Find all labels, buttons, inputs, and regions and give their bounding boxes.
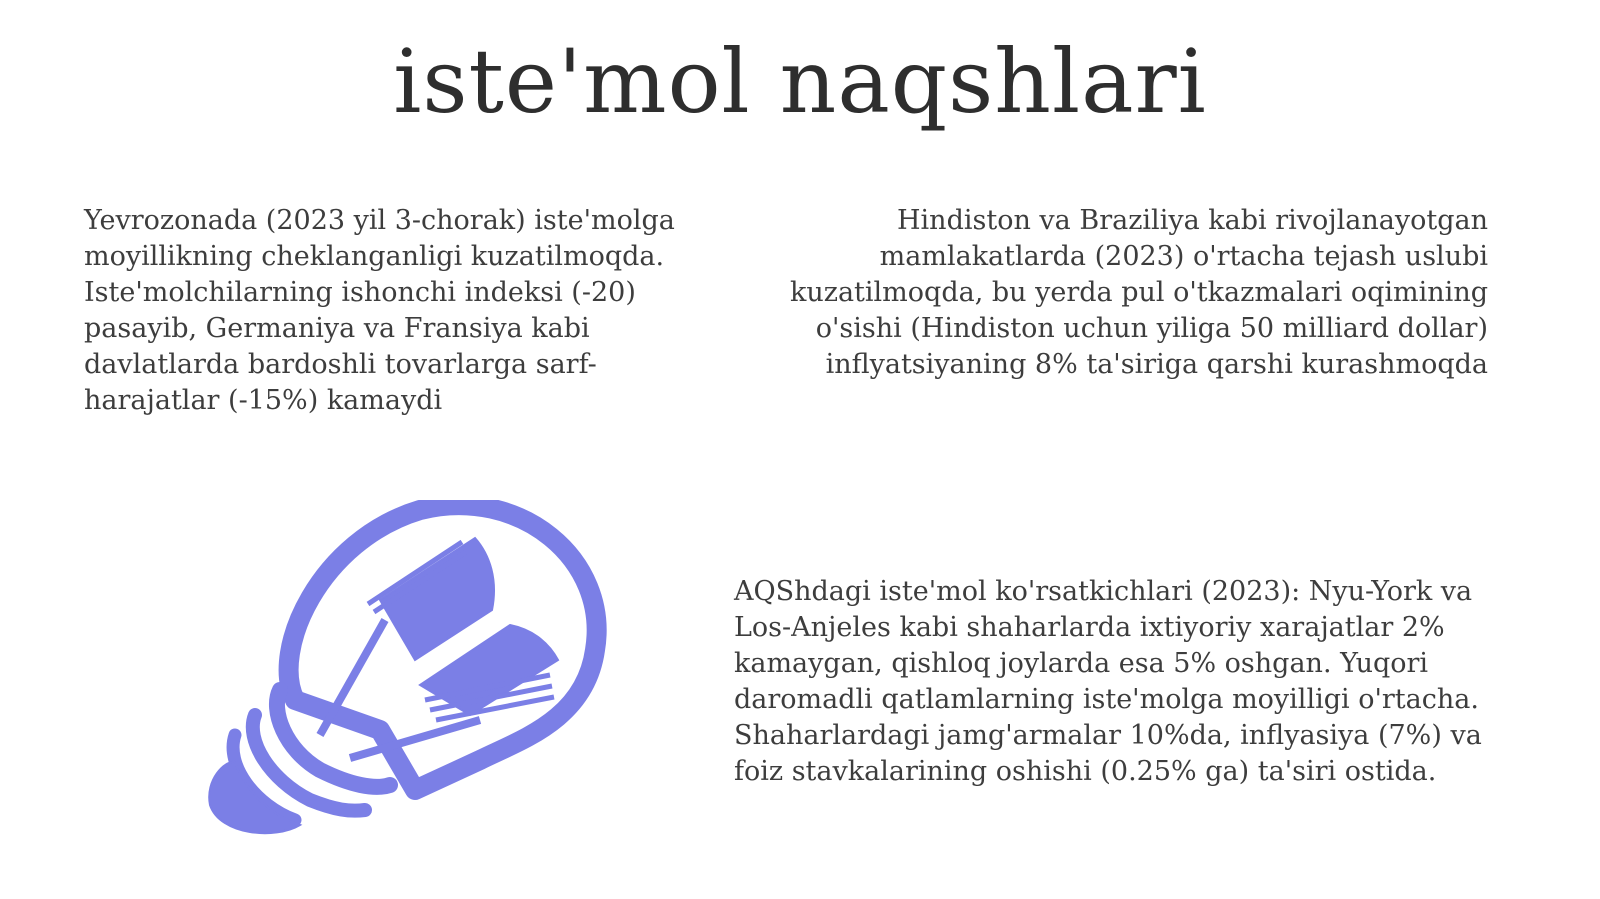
text-block-developing-countries: Hindiston va Braziliya kabi rivojlanayotgan mamlakatlarda (2023) o'rtacha tejash uslubi kuzatilmoqda, bu yerda pul o'tkazmalari oqimining o'sishi (Hindiston uchun yiliga 50 milliard dollar) inflyatsiyaning 8% ta'siriga qarshi kurashmoqda	[789, 205, 1488, 380]
text-block-usa: AQShdagi iste'mol ko'rsatkichlari (2023): Nyu-York va Los-Anjeles kabi shaharlarda ixtiyoriy xarajatlar 2% kamaygan, qishloq joylarda esa 5% oshgan. Yuqori daromadli qatlamlarning iste'molga moyilligi o'rtacha. Shaharlardagi jamg'armalar 10%da, inflyasiya (7%) va foiz stavkalarining oshishi (0.25% ga) ta'siri ostida.	[734, 576, 1482, 787]
text-block-eurozone: Yevrozonada (2023 yil 3-chorak) iste'molga moyillikning cheklanganligi kuzatilmoqda. Iste'molchilarning ishonchi indeksi (-20) pasayib, Germaniya va Fransiya kabi davlatlarda bardoshli tovarlarga sarf-harajatlar (-15%) kamaydi	[84, 205, 675, 416]
lightbulb-book-icon	[200, 500, 620, 860]
slide-title: iste'mol naqshlari	[393, 30, 1207, 133]
